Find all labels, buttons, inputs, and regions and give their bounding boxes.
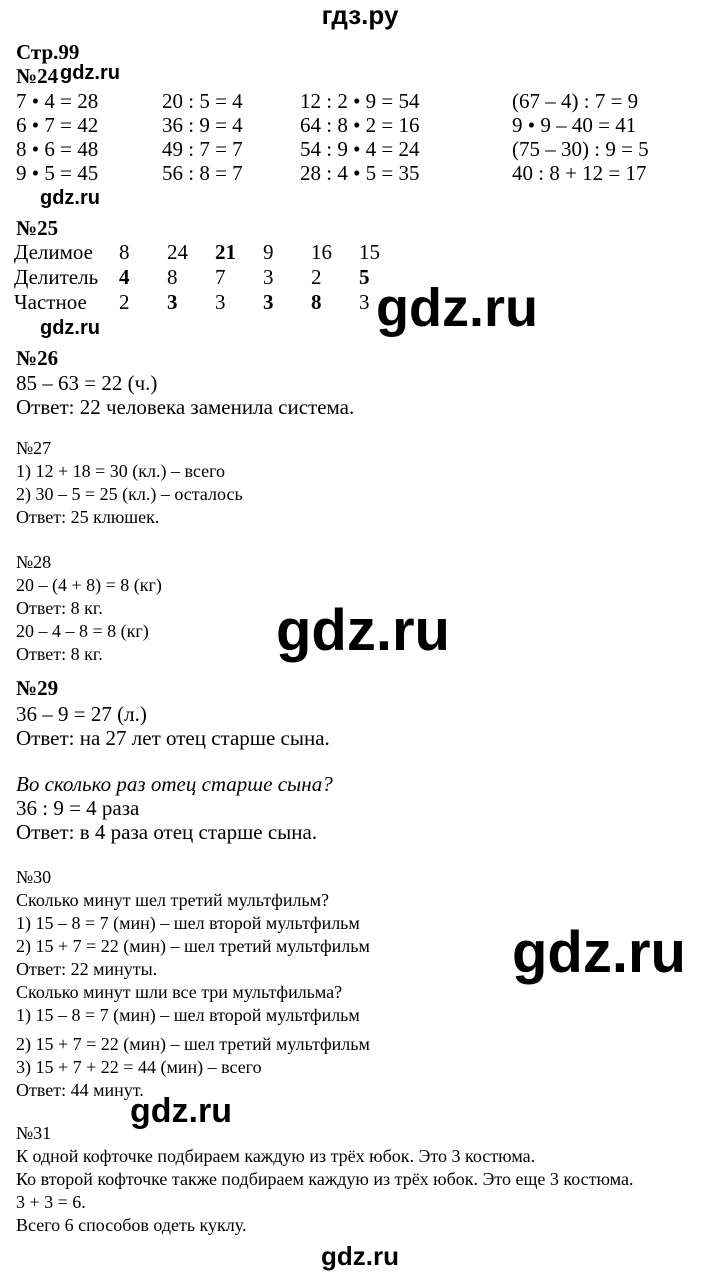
task24-col3	[300, 89, 420, 185]
answer-line: Ответ: на 27 лет отец старше сына.	[16, 726, 330, 750]
task25-title: №25	[16, 216, 59, 240]
table-cell: 2	[311, 265, 322, 289]
task31	[16, 1122, 633, 1237]
watermark: gdz.ru	[130, 1092, 232, 1130]
watermark: gdz.ru	[276, 598, 450, 663]
watermark: gdz.ru	[40, 187, 100, 209]
watermark: gdz.ru	[376, 278, 538, 338]
table-cell: 24	[167, 240, 188, 264]
answer-line: Ответ: 25 клюшек.	[16, 507, 160, 527]
table-cell: 8	[167, 265, 178, 289]
table-cell: 8	[311, 290, 322, 314]
task29-title: №29	[16, 676, 59, 700]
row-label: Делитель	[14, 265, 99, 289]
task28	[16, 551, 162, 666]
equation: 40 : 8 + 12 = 17	[512, 161, 647, 185]
task28-title: №28	[16, 552, 52, 572]
table-cell: 3	[167, 290, 178, 314]
equation: 56 : 8 = 7	[162, 161, 243, 185]
solution-line: 36 : 9 = 4 раза	[16, 796, 140, 820]
page-ref: Стр.99	[16, 40, 80, 64]
watermark: gdz.ru	[40, 317, 100, 339]
equation: (67 – 4) : 7 = 9	[512, 89, 639, 113]
solution-line: К одной кофточке подбираем каждую из трёх юбок. Это 3 костюма.	[16, 1146, 536, 1166]
equation: 8 • 6 = 48	[16, 137, 99, 161]
task25-row	[14, 240, 407, 265]
table-cell: 16	[311, 240, 332, 264]
solution-line: Ко второй кофточке также подбираем каждую из трёх юбок. Это еще 3 костюма.	[16, 1169, 634, 1189]
table-cell: 9	[263, 240, 274, 264]
solution-line: 1) 15 – 8 = 7 (мин) – шел второй мультфильм	[16, 913, 360, 933]
task24-title: №24	[16, 64, 59, 88]
task27	[16, 437, 243, 529]
table-cell: 3	[215, 290, 226, 314]
solution-line: 36 – 9 = 27 (л.)	[16, 702, 147, 726]
answer-line: Ответ: 22 человека заменила система.	[16, 395, 355, 419]
solution-line: 1) 15 – 8 = 7 (мин) – шел второй мультфильм	[16, 1005, 360, 1025]
table-cell: 8	[119, 240, 130, 264]
solution-line: 2) 15 + 7 = 22 (мин) – шел третий мультфильм	[16, 1034, 370, 1054]
equation: 7 • 4 = 28	[16, 89, 99, 113]
task24-col2	[162, 89, 243, 185]
task24-col4	[512, 89, 649, 185]
answer-line: Ответ: 44 минут.	[16, 1080, 144, 1100]
question-line: Сколько минут шел третий мультфильм?	[16, 890, 330, 910]
answer-line: Ответ: 8 кг.	[16, 644, 103, 664]
solution-line: 3 + 3 = 6.	[16, 1192, 86, 1212]
watermark: gdz.ru	[60, 62, 120, 84]
table-cell: 3	[263, 290, 274, 314]
equation: 36 : 9 = 4	[162, 113, 243, 137]
task25-table	[14, 240, 407, 315]
table-cell: 15	[359, 240, 380, 264]
question-line: Во сколько раз отец старше сына?	[16, 772, 333, 796]
row-label: Делимое	[14, 240, 93, 264]
task30-title: №30	[16, 867, 52, 887]
task25-row	[14, 290, 407, 315]
site-header: гдз.ру	[321, 0, 399, 30]
equation: 28 : 4 • 5 = 35	[300, 161, 420, 185]
equation: 9 • 9 – 40 = 41	[512, 113, 637, 137]
table-cell: 2	[119, 290, 130, 314]
equation: 20 : 5 = 4	[162, 89, 243, 113]
table-cell: 3	[263, 265, 274, 289]
task30	[16, 866, 370, 1102]
task31-title: №31	[16, 1123, 52, 1143]
table-cell: 7	[215, 265, 226, 289]
question-line: Сколько минут шли все три мультфильма?	[16, 982, 343, 1002]
solution-line: 20 – 4 – 8 = 8 (кг)	[16, 621, 149, 641]
task24-col1	[16, 89, 98, 185]
solution-line: 2) 15 + 7 = 22 (мин) – шел третий мультфильм	[16, 936, 370, 956]
task29-body	[16, 702, 330, 750]
task25-row	[14, 265, 407, 290]
answer-line: Всего 6 способов одеть куклу.	[16, 1215, 247, 1235]
task29-extra	[16, 772, 333, 844]
table-cell: 5	[359, 265, 370, 289]
solution-line: 1) 12 + 18 = 30 (кл.) – всего	[16, 461, 226, 481]
equation: 12 : 2 • 9 = 54	[300, 89, 420, 113]
answer-line: Ответ: 22 минуты.	[16, 959, 158, 979]
table-cell: 4	[119, 265, 130, 289]
solution-line: 3) 15 + 7 + 22 = 44 (мин) – всего	[16, 1057, 262, 1077]
solution-line: 2) 30 – 5 = 25 (кл.) – осталось	[16, 484, 243, 504]
task26-title: №26	[16, 346, 59, 370]
answer-line: Ответ: в 4 раза отец старше сына.	[16, 820, 318, 844]
task26-body	[16, 371, 354, 419]
equation: 49 : 7 = 7	[162, 137, 243, 161]
equation: (75 – 30) : 9 = 5	[512, 137, 649, 161]
solution-line: 85 – 63 = 22 (ч.)	[16, 371, 158, 395]
task27-title: №27	[16, 438, 52, 458]
equation: 6 • 7 = 42	[16, 113, 99, 137]
solution-line: 20 – (4 + 8) = 8 (кг)	[16, 575, 162, 595]
equation: 54 : 9 • 4 = 24	[300, 137, 420, 161]
equation: 9 • 5 = 45	[16, 161, 99, 185]
watermark: gdz.ru	[512, 920, 686, 985]
answer-line: Ответ: 8 кг.	[16, 598, 103, 618]
table-cell: 3	[359, 290, 370, 314]
table-cell: 21	[215, 240, 236, 264]
footer-watermark: gdz.ru	[321, 1241, 399, 1271]
equation: 64 : 8 • 2 = 16	[300, 113, 420, 137]
row-label: Частное	[14, 290, 87, 314]
